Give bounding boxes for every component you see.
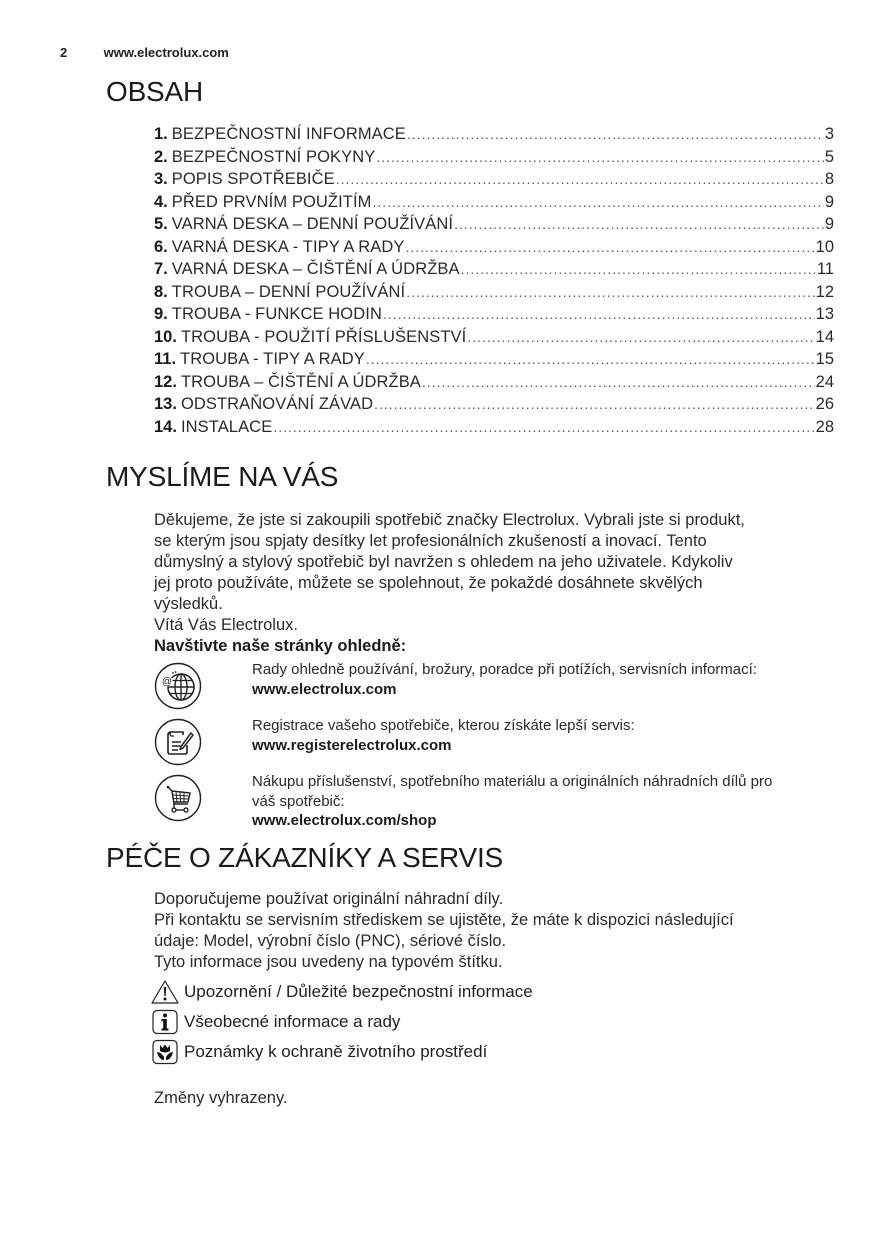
toc-dot-leader <box>376 146 823 169</box>
intro-line: Děkujeme, že jste si zakoupili spotřebič značky Electrolux. Vybrali jste si produkt, <box>154 511 745 529</box>
toc-entry[interactable] <box>154 123 834 146</box>
toc-entry-page: 10 <box>815 237 834 256</box>
intro-line: výsledků. <box>154 595 223 613</box>
customer-care-heading: PÉČE O ZÁKAZNÍKY A SERVIS <box>106 842 504 873</box>
link-item-register <box>154 718 844 770</box>
toc-entry-number: 2. <box>154 147 168 166</box>
toc-entry[interactable] <box>154 393 834 416</box>
toc-entry[interactable] <box>154 258 834 281</box>
toc-entry-title: BEZPEČNOSTNÍ POKYNY <box>171 147 376 166</box>
link-item-shop <box>154 773 844 829</box>
toc-entry-page: 28 <box>815 417 834 436</box>
toc-dot-leader <box>383 303 815 326</box>
toc-entry[interactable] <box>154 371 834 394</box>
link-description: Nákupu příslušenství, spotřebního materiálu a originálních náhradních dílů pro <box>252 773 773 790</box>
toc-entry-title: TROUBA - POUŽITÍ PŘÍSLUŠENSTVÍ <box>180 327 467 346</box>
toc-entry-number: 7. <box>154 260 168 278</box>
intro-line: se kterým jsou spjaty desítky let profesionálních zkušeností a inovací. Tento <box>154 532 707 550</box>
link-description: váš spotřebič: <box>252 792 345 810</box>
link-description: Rady ohledně používání, brožury, poradce při potížích, servisních informací: <box>252 661 757 678</box>
toc-dot-leader <box>422 371 815 394</box>
toc-entry-page: 14 <box>815 327 834 346</box>
toc-entry[interactable] <box>154 168 834 191</box>
toc-entry-page: 9 <box>824 192 834 211</box>
toc-entry-title: BEZPEČNOSTNÍ INFORMACE <box>171 125 406 143</box>
toc-entry-title: VARNÁ DESKA – DENNÍ POUŽÍVÁNÍ <box>171 215 454 233</box>
toc-entry-number: 13. <box>154 395 177 413</box>
shop-url-link[interactable]: www.electrolux.com/shop <box>252 812 437 829</box>
toc-entry-page: 8 <box>824 170 834 188</box>
environment-flower-icon <box>150 1039 180 1065</box>
customer-care-text <box>154 889 844 973</box>
link-text <box>252 716 842 755</box>
thinking-of-you-heading: MYSLÍME NA VÁS <box>106 461 339 492</box>
link-description: Registrace vašeho spotřebiče, kterou získáte lepší servis: <box>252 717 635 734</box>
globe-at-icon <box>154 662 202 710</box>
toc-entry-page: 9 <box>824 215 834 233</box>
toc-entry-number: 14. <box>154 417 177 436</box>
legend-item <box>150 977 533 1007</box>
toc-entry[interactable] <box>154 348 834 371</box>
toc-entry-title: ODSTRAŇOVÁNÍ ZÁVAD <box>180 395 374 413</box>
toc-dot-leader <box>366 348 815 371</box>
toc-entry[interactable] <box>154 416 834 439</box>
support-url-link[interactable]: www.electrolux.com <box>252 680 397 698</box>
toc-entry-title: VARNÁ DESKA – ČIŠTĚNÍ A ÚDRŽBA <box>171 260 460 278</box>
toc-entry-number: 11. <box>154 350 177 368</box>
toc-dot-leader <box>273 416 814 439</box>
toc-entry-page: 24 <box>815 372 834 391</box>
customer-care-line: Doporučujeme používat originální náhradní díly. <box>154 890 504 908</box>
toc-entry[interactable] <box>154 213 834 236</box>
toc-entry[interactable] <box>154 281 834 304</box>
toc-dot-leader <box>405 236 814 259</box>
toc-entry[interactable] <box>154 303 834 326</box>
legend-label: Všeobecné informace a rady <box>184 1012 401 1031</box>
toc-entry-title: VARNÁ DESKA - TIPY A RADY <box>171 237 405 256</box>
toc-dot-leader <box>336 168 824 191</box>
toc-entry-number: 8. <box>154 282 168 301</box>
toc-entry[interactable] <box>154 326 834 349</box>
toc-entry-page: 26 <box>815 395 834 413</box>
toc-dot-leader <box>467 326 814 349</box>
toc-entry-number: 1. <box>154 125 168 143</box>
customer-care-line: Při kontaktu se servisním střediskem se ujistěte, že máte k dispozici následující <box>154 911 734 929</box>
toc-entry-number: 10. <box>154 327 177 346</box>
toc-entry-page: 3 <box>824 125 834 143</box>
toc-entry-title: INSTALACE <box>180 417 273 436</box>
toc-entry-number: 9. <box>154 305 168 323</box>
warning-triangle-icon <box>150 979 180 1005</box>
toc-dot-leader <box>407 123 824 146</box>
legend-item <box>150 1037 533 1067</box>
symbol-legend <box>150 977 533 1067</box>
page-number: 2 <box>60 45 68 60</box>
intro-line: jej proto používáte, můžete se spolehnout, že pokaždé dosáhnete skvělých <box>154 574 703 592</box>
link-item-support <box>154 662 844 714</box>
toc-entry[interactable] <box>154 236 834 259</box>
toc-dot-leader <box>374 393 815 416</box>
legend-label: Poznámky k ochraně životního prostředí <box>184 1042 488 1061</box>
register-url-link[interactable]: www.registerelectrolux.com <box>252 736 452 754</box>
toc-entry[interactable] <box>154 191 834 214</box>
intro-paragraph <box>154 510 844 657</box>
toc-entry-title: PŘED PRVNÍM POUŽITÍM <box>171 192 372 211</box>
toc-entry-number: 12. <box>154 372 177 391</box>
toc-entry-title: TROUBA – ČIŠTĚNÍ A ÚDRŽBA <box>180 372 421 391</box>
info-icon <box>150 1009 180 1035</box>
toc-heading: OBSAH <box>106 76 204 107</box>
toc-entry-title: POPIS SPOTŘEBIČE <box>171 170 335 188</box>
toc-entry-number: 4. <box>154 192 168 211</box>
welcome-text: Vítá Vás Electrolux. <box>154 616 298 634</box>
toc-dot-leader <box>461 258 816 281</box>
header-website[interactable]: www.electrolux.com <box>103 45 229 60</box>
customer-care-line: údaje: Model, výrobní číslo (PNC), sériové číslo. <box>154 932 507 950</box>
toc-entry-title: TROUBA – DENNÍ POUŽÍVÁNÍ <box>171 282 406 301</box>
table-of-contents <box>154 123 834 438</box>
toc-dot-leader <box>454 213 824 236</box>
shopping-cart-icon <box>154 774 202 822</box>
toc-entry-title: TROUBA - FUNKCE HODIN <box>171 305 382 323</box>
register-pen-icon <box>154 718 202 766</box>
toc-entry-page: 15 <box>815 350 834 368</box>
toc-dot-leader <box>406 281 814 304</box>
intro-line: důmyslný a stylový spotřebič byl navržen s ohledem na jeho uživatele. Kdykoliv <box>154 553 733 571</box>
toc-entry[interactable] <box>154 146 834 169</box>
visit-label: Navštivte naše stránky ohledně: <box>154 637 407 655</box>
changes-reserved-note: Změny vyhrazeny. <box>154 1089 288 1107</box>
customer-care-line: Tyto informace jsou uvedeny na typovém štítku. <box>154 953 503 971</box>
legend-item <box>150 1007 533 1037</box>
toc-dot-leader <box>372 191 823 214</box>
toc-entry-page: 13 <box>815 305 834 323</box>
toc-entry-number: 3. <box>154 170 168 188</box>
page-header <box>60 45 229 60</box>
link-text <box>252 660 842 699</box>
legend-label: Upozornění / Důležité bezpečnostní informace <box>184 982 533 1001</box>
svg-text:@: @ <box>161 676 173 688</box>
link-text <box>252 772 842 831</box>
toc-entry-page: 5 <box>824 147 834 166</box>
toc-entry-page: 12 <box>815 282 834 301</box>
toc-entry-number: 6. <box>154 237 168 256</box>
toc-entry-page: 11 <box>816 260 834 278</box>
toc-entry-title: TROUBA - TIPY A RADY <box>180 350 365 368</box>
toc-entry-number: 5. <box>154 215 168 233</box>
